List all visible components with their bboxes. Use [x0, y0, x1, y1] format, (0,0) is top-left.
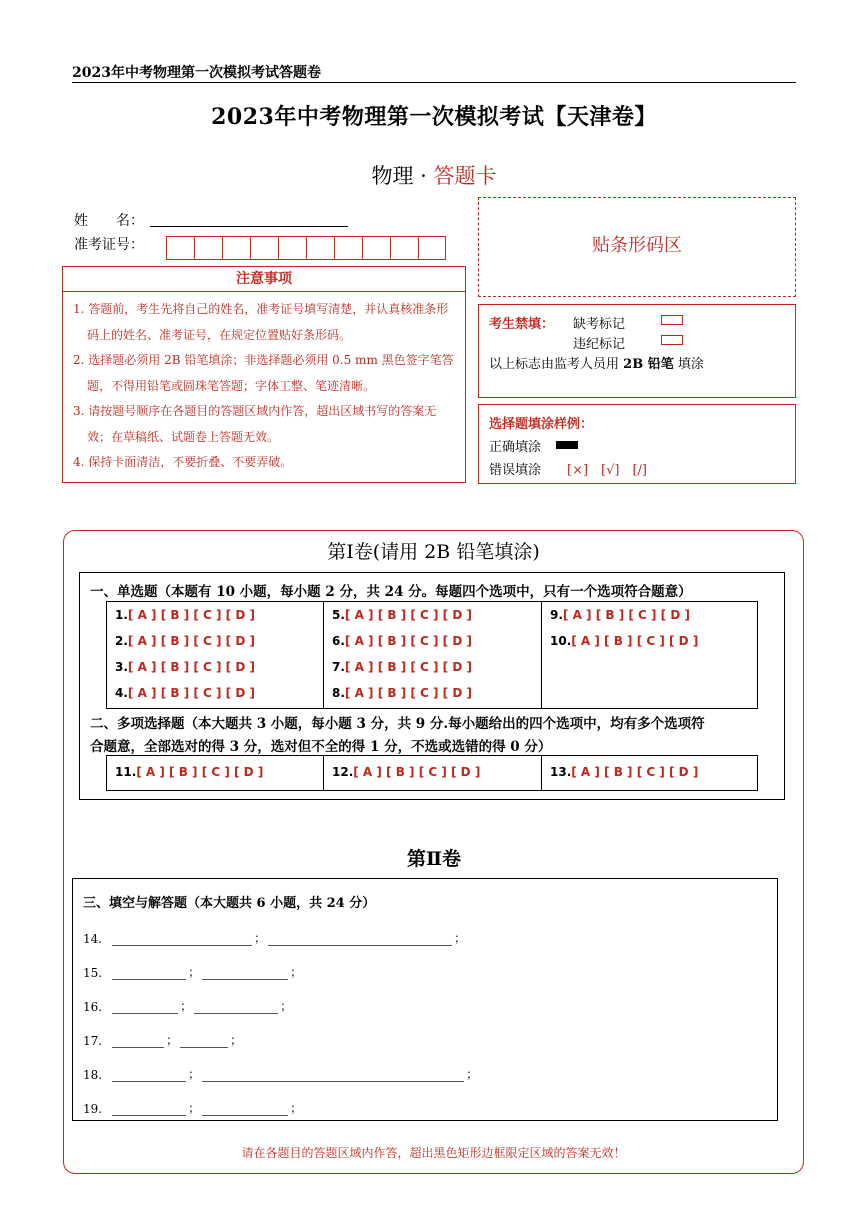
fill-section: [72, 878, 778, 1121]
answer-row[interactable]: 7.[ A ] [ B ] [ C ] [ D ]: [332, 660, 472, 674]
single-choice-grid: [106, 601, 758, 709]
violation-mark[interactable]: [661, 332, 683, 347]
answer-blank[interactable]: [112, 1103, 186, 1116]
answer-row[interactable]: 5.[ A ] [ B ] [ C ] [ D ]: [332, 608, 472, 622]
q-number: 18.: [83, 1068, 103, 1082]
id-digit-box[interactable]: [194, 236, 222, 260]
fill-row: [83, 1099, 302, 1116]
q-number: 15.: [83, 966, 103, 980]
answer-row[interactable]: 6.[ A ] [ B ] [ C ] [ D ]: [332, 634, 472, 648]
answer-blank[interactable]: [112, 1035, 164, 1048]
id-digit-box[interactable]: [334, 236, 362, 260]
footer-warning: 请在各题目的答题区域内作答，超出黑色矩形边框限定区域的答案无效！: [241, 1146, 626, 1160]
correct-mark-sample: [556, 441, 578, 449]
name-field[interactable]: [150, 226, 348, 227]
part1-title: 第Ⅰ卷(请用 2B 铅笔填涂): [327, 541, 540, 563]
answer-blank[interactable]: [268, 933, 452, 946]
q-number: 16.: [83, 1000, 103, 1014]
subject-label: 物理: [371, 164, 414, 188]
forbid-note-a: 以上标志由监考人员用: [489, 357, 620, 372]
answer-row[interactable]: 4.[ A ] [ B ] [ C ] [ D ]: [115, 686, 255, 700]
sample-title: 选择题填涂样例：: [489, 417, 594, 432]
wrong-label: 错误填涂: [489, 463, 542, 478]
answer-blank[interactable]: [112, 1001, 178, 1014]
notice-item: 2. 选择题必须用 2B 铅笔填涂；非选择题必须用 0.5 mm 黑色签字笔答题，不得用铅笔或圆珠笔答题；字体工整、笔迹清晰。: [73, 353, 454, 393]
q3-heading: 三、填空与解答题（本大题共 6 小题，共 24 分）: [83, 896, 376, 911]
id-digit-box[interactable]: [362, 236, 390, 260]
id-digit-box[interactable]: [222, 236, 250, 260]
separator: ；: [188, 1067, 201, 1081]
single-col: [542, 602, 757, 708]
multi-col: [107, 756, 324, 790]
id-digit-box[interactable]: [306, 236, 334, 260]
sample-box: [478, 404, 796, 484]
q2-heading-line1: 二、多项选择题（本大题共 3 小题，每小题 3 分，共 9 分.每小题给出的四个选项中，均有多个选项符: [90, 716, 705, 732]
q-number: 19.: [83, 1102, 103, 1116]
separator: ；: [166, 1033, 179, 1047]
answer-blank[interactable]: [202, 967, 288, 980]
single-col: [107, 602, 324, 708]
fill-row: [83, 1065, 478, 1082]
separator: ；: [454, 931, 467, 945]
separator: ；: [290, 965, 303, 979]
answer-blank[interactable]: [202, 1103, 288, 1116]
multi-choice-grid: [106, 755, 758, 791]
answer-blank[interactable]: [112, 933, 252, 946]
wrong-marks: [×] [√] [/]: [567, 463, 647, 478]
answer-row[interactable]: 11.[ A ] [ B ] [ C ] [ D ]: [115, 765, 264, 779]
fill-row: [83, 963, 302, 980]
answer-row[interactable]: 3.[ A ] [ B ] [ C ] [ D ]: [115, 660, 255, 674]
card-label: 答题卡: [433, 164, 497, 188]
id-label: 准考证号：: [74, 237, 144, 253]
header-divider: [72, 82, 796, 83]
forbid-note-c: 填涂: [677, 357, 704, 372]
barcode-area: 贴条形码区: [478, 197, 796, 297]
page-title: 2023年中考物理第一次模拟考试【天津卷】: [211, 104, 657, 130]
correct-label: 正确填涂: [489, 440, 542, 455]
answer-row[interactable]: 12.[ A ] [ B ] [ C ] [ D ]: [332, 765, 481, 779]
answer-row[interactable]: 2.[ A ] [ B ] [ C ] [ D ]: [115, 634, 255, 648]
answer-row[interactable]: 9.[ A ] [ B ] [ C ] [ D ]: [550, 608, 690, 622]
fill-row: [83, 1031, 242, 1048]
q-number: 17.: [83, 1034, 103, 1048]
multi-col: [542, 756, 757, 790]
id-digit-box[interactable]: [166, 236, 194, 260]
name-label: 姓 名：: [74, 213, 144, 229]
doc-header: 2023年中考物理第一次模拟考试答题卷: [72, 65, 321, 81]
choice-section: [79, 572, 785, 800]
id-digit-box[interactable]: [278, 236, 306, 260]
answer-row[interactable]: 10.[ A ] [ B ] [ C ] [ D ]: [550, 634, 699, 648]
separator: ；: [180, 999, 193, 1013]
notice-item: 4. 保持卡面清洁，不要折叠、不要弄破。: [73, 455, 293, 469]
q1-heading: 一、单选题（本题有 10 小题，每小题 2 分，共 24 分。每题四个选项中，只有一个选项符合题意）: [90, 584, 692, 600]
id-digit-box[interactable]: [250, 236, 278, 260]
answer-blank[interactable]: [180, 1035, 228, 1048]
answer-blank[interactable]: [202, 1069, 464, 1082]
absent-mark[interactable]: [661, 312, 683, 327]
forbid-label: 考生禁填：: [489, 317, 555, 332]
notice-title: 注意事项: [62, 266, 466, 292]
violation-label: 违纪标记: [573, 337, 626, 352]
notice-list: [62, 291, 466, 483]
multi-col: [324, 756, 542, 790]
separator: ；: [230, 1033, 243, 1047]
answer-row[interactable]: 1.[ A ] [ B ] [ C ] [ D ]: [115, 608, 255, 622]
answer-blank[interactable]: [112, 1069, 186, 1082]
page-subtitle: [0, 160, 868, 190]
fill-row: [83, 997, 292, 1014]
answer-row[interactable]: 13.[ A ] [ B ] [ C ] [ D ]: [550, 765, 699, 779]
id-number-boxes[interactable]: [166, 236, 446, 260]
separator: ；: [188, 965, 201, 979]
absent-label: 缺考标记: [573, 317, 626, 332]
id-digit-box[interactable]: [390, 236, 418, 260]
separator: ；: [254, 931, 267, 945]
answer-blank[interactable]: [194, 1001, 278, 1014]
part2-title: 第Ⅱ卷: [406, 848, 461, 870]
q-number: 14.: [83, 932, 103, 946]
notice-item: 1. 答题前，考生先将自己的姓名，准考证号填写清楚，并认真核准条形码上的姓名、准考证号，在规定位置贴好条形码。: [73, 302, 449, 342]
separator: ；: [188, 1101, 201, 1115]
forbid-box: [478, 304, 796, 398]
id-digit-box[interactable]: [418, 236, 446, 260]
notice-item: 3. 请按题号顺序在各题目的答题区域内作答，超出区域书写的答案无效；在草稿纸、试题卷上答题无效。: [73, 404, 437, 444]
answer-row[interactable]: 8.[ A ] [ B ] [ C ] [ D ]: [332, 686, 472, 700]
answer-blank[interactable]: [112, 967, 186, 980]
separator: ；: [466, 1067, 479, 1081]
q2-heading-line2: 合题意，全部选对的得 3 分，选对但不全的得 1 分，不选或选错的得 0 分）: [90, 739, 552, 755]
fill-row: [83, 929, 466, 946]
forbid-note: [489, 353, 704, 372]
forbid-note-b: 2B 铅笔: [623, 357, 674, 372]
separator: ；: [290, 1101, 303, 1115]
separator: ；: [280, 999, 293, 1013]
single-col: [324, 602, 542, 708]
subtitle-dot: ·: [420, 164, 427, 188]
